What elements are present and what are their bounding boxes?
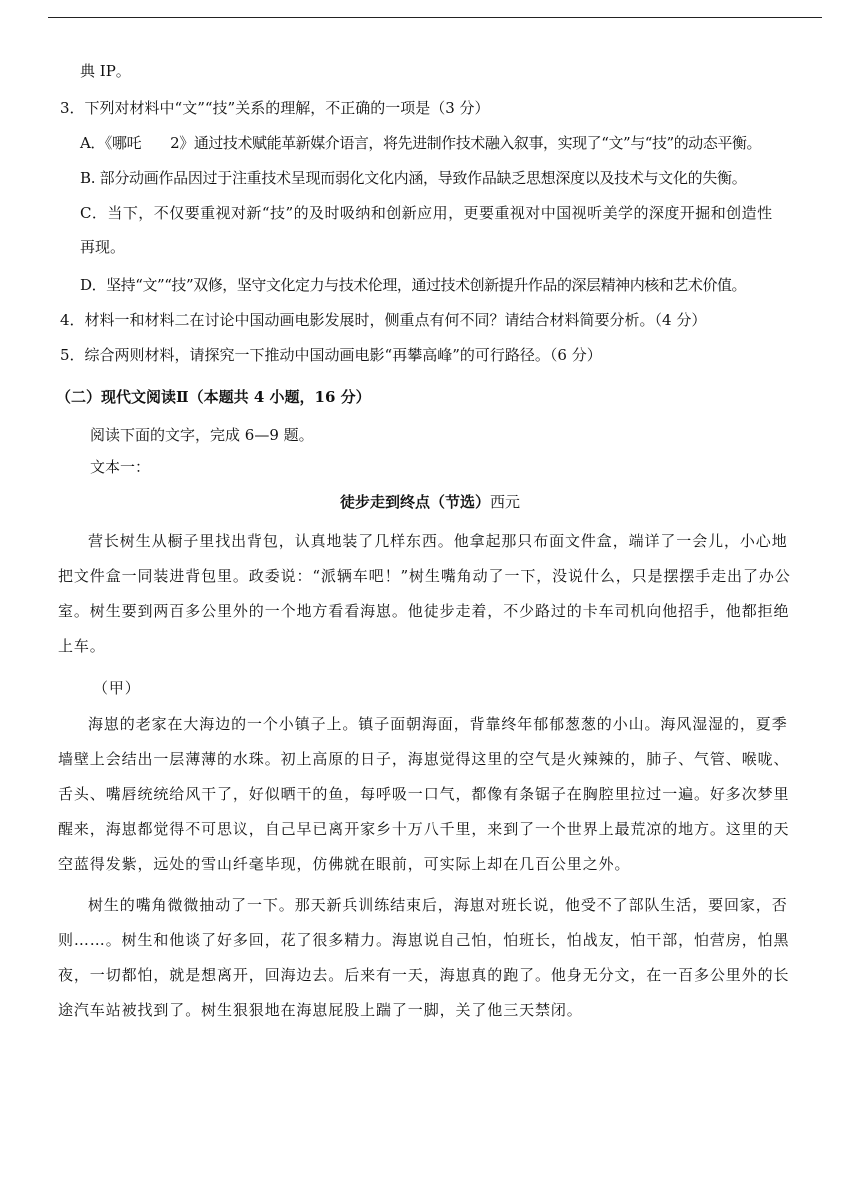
paragraph-2-line-2: 墙壁上会结出一层薄薄的水珠。初上高原的日子，海崽觉得这里的空气是火辣辣的，肺子、气管、喉咙、 [58, 750, 790, 768]
paragraph-3-line-1: 树生的嘴角微微抽动了一下。那天新兵训练结束后，海崽对班长说，他受不了部队生活，要回家，否 [88, 896, 788, 914]
q2-tail-line: 典 IP。 [80, 62, 131, 80]
paragraph-2-line-3: 舌头、嘴唇统统给风干了，好似晒干的鱼，每呼吸一口气，都像有条锯子在胸腔里拉过一遍。好多次梦里 [58, 785, 790, 803]
paragraph-2-line-4: 醒来，海崽都觉得不可思议，自己早已离开家乡十万八千里，来到了一个世界上最荒凉的地方。这里的天 [58, 820, 790, 838]
question-3-stem: 3．下列对材料中“文”“技”关系的理解，不正确的一项是（3 分） [60, 99, 490, 117]
paragraph-3-line-2: 则……。树生和他谈了好多回，花了很多精力。海崽说自己怕，怕班长，怕战友，怕干部，怕营房，怕黑 [58, 931, 790, 949]
paragraph-2-line-5: 空蓝得发紫，远处的雪山纤毫毕现，仿佛就在眼前，可实际上却在几百公里之外。 [58, 855, 631, 873]
section-marker: （甲） [93, 679, 141, 697]
question-3-option-a: A．《哪吒 2》通过技术赋能革新媒介语言，将先进制作技术融入叙事，实现了“文”与“技”的动态平衡。 [80, 134, 762, 152]
section-title: （二）现代文阅读Ⅱ（本题共 4 小题，16 分） [56, 388, 371, 406]
paragraph-1-line-1: 营长树生从橱子里找出背包，认真地装了几样东西。他拿起那只布面文件盒，端详了一会儿，小心地 [88, 532, 788, 550]
question-3-option-c-line2: 再现。 [80, 238, 126, 256]
question-4: 4．材料一和材料二在讨论中国动画电影发展时，侧重点有何不同？请结合材料简要分析。（4 分） [60, 311, 707, 329]
question-5: 5．综合两则材料，请探究一下推动中国动画电影“再攀高峰”的可行路径。（6 分） [60, 346, 602, 364]
question-3-option-d: D．坚持“文”“技”双修，坚守文化定力与技术伦理，通过技术创新提升作品的深层精神内核和艺术价值。 [80, 276, 747, 294]
article-title: 徒步走到终点（节选） [339, 493, 490, 511]
paragraph-3-line-4: 途汽车站被找到了。树生狠狠地在海崽屁股上踹了一脚，关了他三天禁闭。 [58, 1001, 583, 1019]
paragraph-1-line-4: 上车。 [58, 637, 106, 655]
question-3-option-c-line1: C．当下，不仅要重视对新“技”的及时吸纳和创新应用，更要重视对中国视听美学的深度开掘和创造性 [80, 204, 773, 222]
question-3-option-b: B. 部分动画作品因过于注重技术呈现而弱化文化内涵，导致作品缺乏思想深度以及技术与文化的失衡。 [80, 169, 747, 187]
article-author: 西元 [490, 493, 521, 511]
paragraph-1-line-2: 把文件盒一同装进背包里。政委说：“派辆车吧！”树生嘴角动了一下，没说什么，只是摆摆手走出了办公 [58, 567, 791, 585]
paragraph-3-line-3: 夜，一切都怕，就是想离开，回海边去。后来有一天，海崽真的跑了。他身无分文，在一百多公里外的长 [58, 966, 790, 984]
header-rule [48, 17, 822, 18]
article-heading [0, 492, 860, 512]
paragraph-1-line-3: 室。树生要到两百多公里外的一个地方看看海崽。他徒步走着，不少路过的卡车司机向他招手，他都拒绝 [58, 602, 790, 620]
text-one-label: 文本一： [90, 458, 151, 476]
reading-instruction: 阅读下面的文字，完成 6—9 题。 [90, 426, 314, 444]
paragraph-2-line-1: 海崽的老家在大海边的一个小镇子上。镇子面朝海面，背靠终年郁郁葱葱的小山。海风湿湿的，夏季 [88, 715, 788, 733]
